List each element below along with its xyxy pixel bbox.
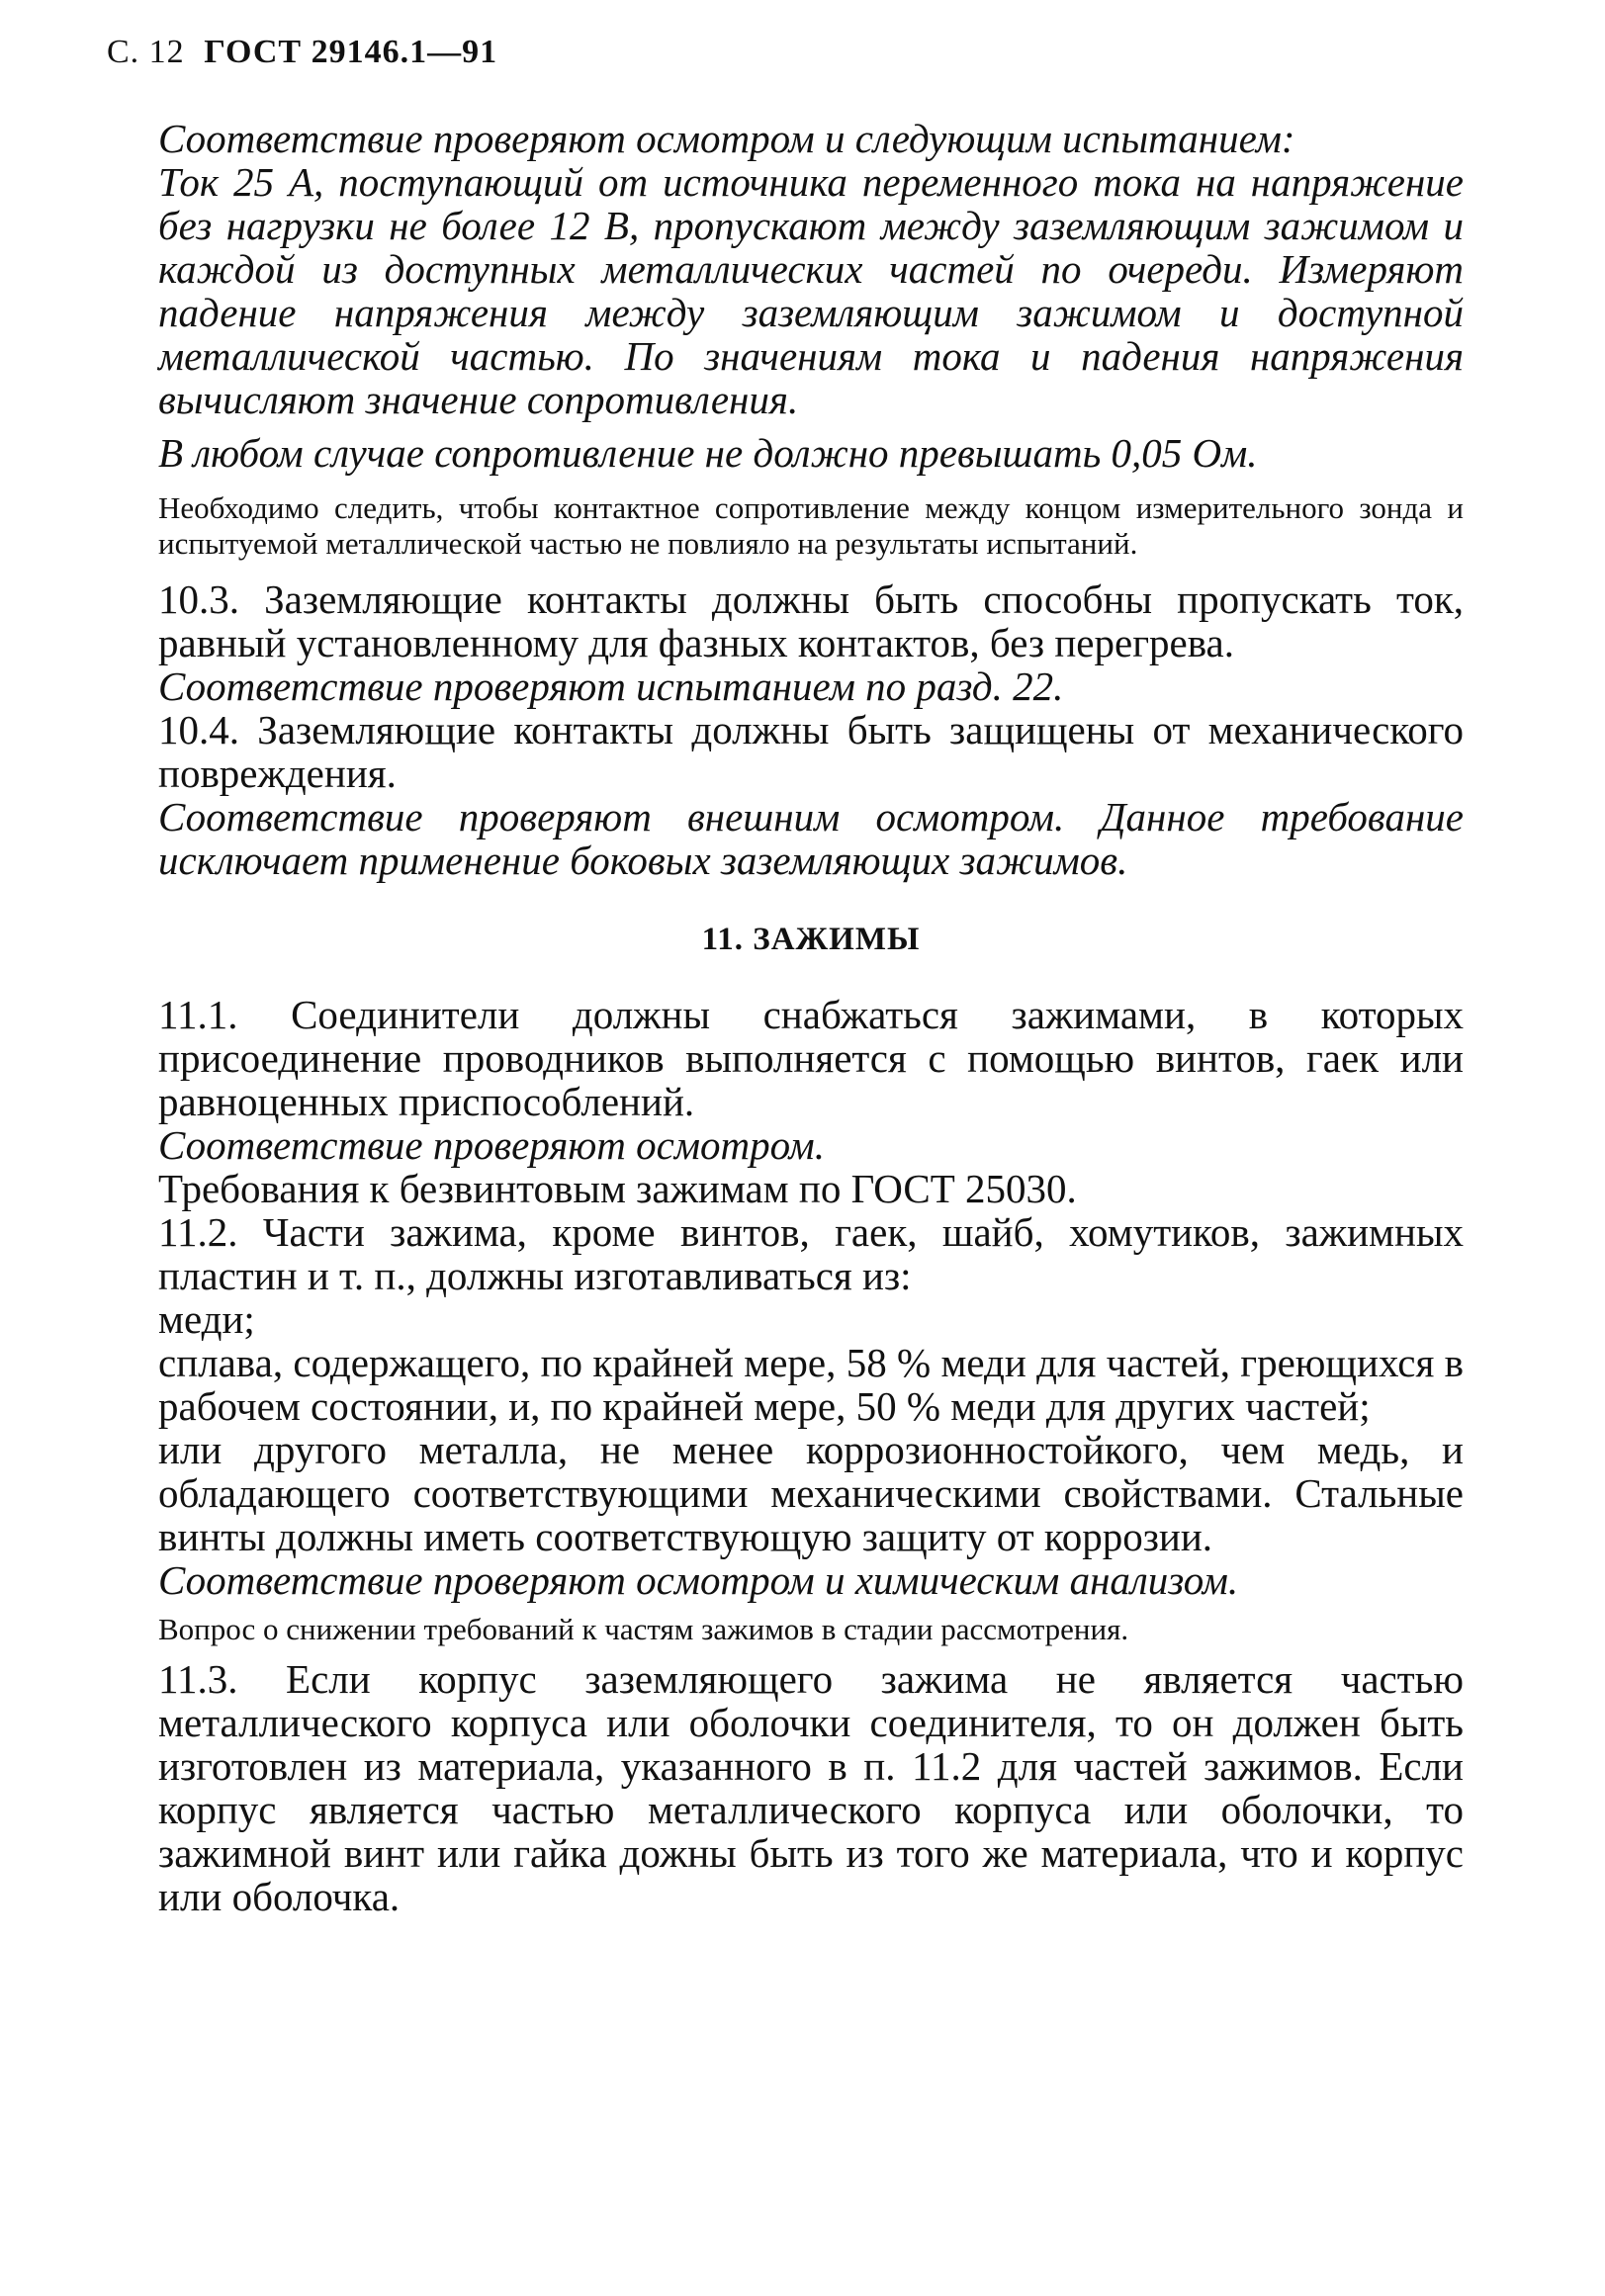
paragraph-test-method: Ток 25 А, поступающий от источника переменного тока на напряжение без нагрузки не более 12 В, пропускают между заземляющим зажимом и каждой из доступных металлических частей по очереди. Измеряют падение напряжения между заземляющим зажимом и доступной металлической частью. По значениям тока и падения напряжения вычисляют значение сопротивления. bbox=[158, 159, 1464, 422]
standard-code: ГОСТ 29146.1—91 bbox=[204, 34, 498, 70]
section-11-title: 11. ЗАЖИМЫ bbox=[701, 922, 921, 957]
clause-11-1-check: Соответствие проверяют осмотром. bbox=[158, 1122, 825, 1168]
paragraph-resistance-limit: В любом случае сопротивление не должно превышать 0,05 Ом. bbox=[158, 430, 1258, 476]
clause-11-2-item-alloy: сплава, содержащего, по крайней мере, 58 % меди для частей, греющихся в рабочем состоянии, и, по крайней мере, 50 % меди для других частей; bbox=[158, 1340, 1464, 1429]
clause-10-3-check: Соответствие проверяют испытанием по разд. 22. bbox=[158, 663, 1064, 709]
clause-11-2-check: Соответствие проверяют осмотром и химическим анализом. bbox=[158, 1557, 1239, 1603]
clause-11-3: 11.3. Если корпус заземляющего зажима не является частью металлического корпуса или оболочки соединителя, то он должен быть изготовлен из материала, указанного в п. 11.2 для частей зажимов. Если корпус является частью металлического корпуса или оболочки, то зажимной винт или гайка дожны быть из того же материала, что и корпус или оболочка. bbox=[158, 1656, 1464, 1919]
clause-11-2: 11.2. Части зажима, кроме винтов, гаек, шайб, хомутиков, зажимных пластин и т. п., должны изготавливаться из: bbox=[158, 1209, 1464, 1298]
page-body bbox=[158, 117, 1464, 1918]
note-terminal-requirements: Вопрос о снижении требований к частям зажимов в стадии рассмотрения. bbox=[158, 1612, 1129, 1646]
clause-11-2-item-copper: меди; bbox=[158, 1296, 255, 1342]
paragraph-check-intro: Соответствие проверяют осмотром и следующим испытанием: bbox=[158, 116, 1295, 161]
page-header bbox=[107, 34, 497, 71]
clause-11-1-requirement: Требования к безвинтовым зажимам по ГОСТ 25030. bbox=[158, 1166, 1077, 1211]
page-number: С. 12 bbox=[107, 34, 185, 70]
clause-10-4-check: Соответствие проверяют внешним осмотром. Данное требование исключает применение боковых заземляющих зажимов. bbox=[158, 794, 1464, 883]
clause-10-4: 10.4. Заземляющие контакты должны быть защищены от механического повреждения. bbox=[158, 707, 1464, 796]
note-contact-resistance: Необходимо следить, чтобы контактное сопротивление между концом измерительного зонда и испытуемой металлической частью не повлияло на результаты испытаний. bbox=[158, 490, 1464, 561]
clause-11-2-item-other-metal: или другого металла, не менее коррозионностойкого, чем медь, и обладающего соответствующими механическими свойствами. Стальные винты должны иметь соответствующую защиту от коррозии. bbox=[158, 1427, 1464, 1559]
clause-10-3: 10.3. Заземляющие контакты должны быть способны пропускать ток, равный установленному для фазных контактов, без перегрева. bbox=[158, 576, 1464, 665]
clause-11-1: 11.1. Соединители должны снабжаться зажимами, в которых присоединение проводников выполняется с помощью винтов, гаек или равноценных приспособлений. bbox=[158, 992, 1464, 1124]
